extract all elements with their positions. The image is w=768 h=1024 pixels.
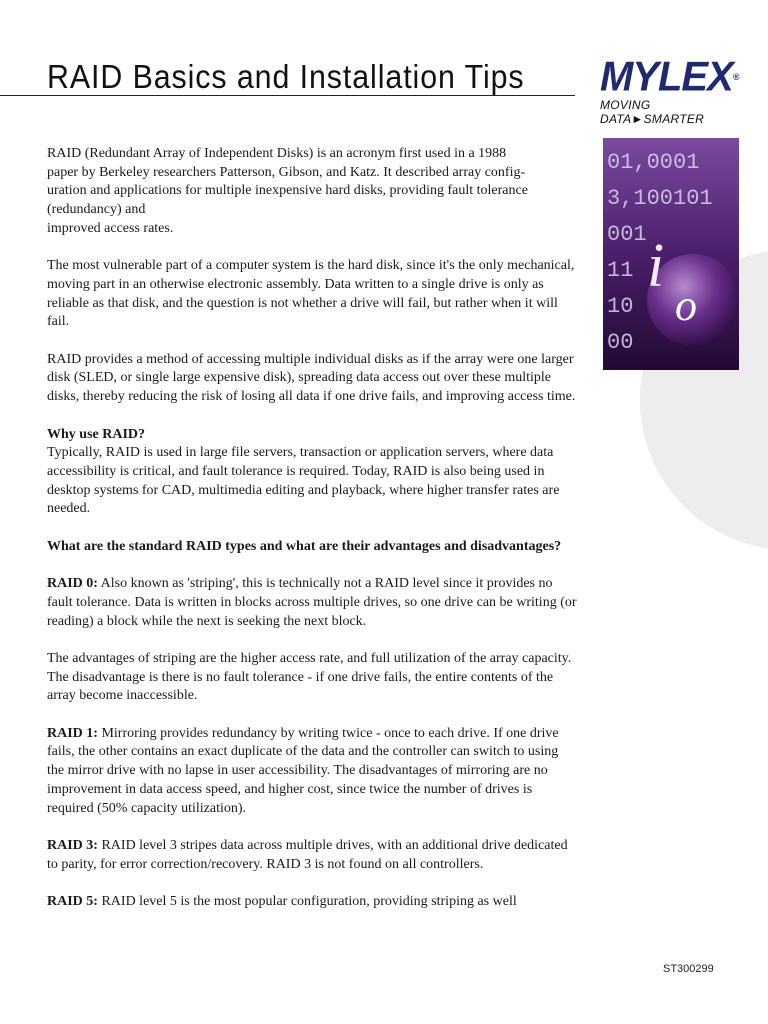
article-body — [47, 145, 577, 930]
raid0-paragraph — [47, 575, 577, 631]
intro-paragraph-3: RAID provides a method of accessing multiple individual disks as if the array were one larger disk (SLED, or single large expensive disk), spreading data access out over these multiple disks, thereby reducing the risk of losing all data if one drive fails, and improving access time. — [47, 351, 576, 405]
raid1-paragraph — [47, 725, 577, 819]
intro-line: improved access rates. — [47, 220, 174, 236]
binary-row: 11 — [607, 258, 634, 283]
raid3-text: RAID level 3 stripes data across multiple drives, with an additional drive dedicated to parity, for error correction/recovery. RAID 3 is not found on all controllers. — [47, 837, 568, 872]
types-heading: What are the standard RAID types and what are their advantages and disadvantages? — [47, 538, 562, 554]
logo-tagline: MOVING DATA►SMARTER — [600, 98, 705, 126]
mylex-logo — [600, 53, 745, 126]
document-id: ST300299 — [663, 963, 714, 975]
logo-brand-text: MYLEX — [600, 53, 733, 101]
binary-row: 00 — [607, 330, 634, 355]
raid0-text: Also known as 'striping', this is technically not a RAID level since it provides no fault tolerance. Data is written in blocks across multiple drives, so one drive can be writing (or reading) a block while the next is seeking the next block. — [47, 576, 577, 629]
intro-paragraph-2: The most vulnerable part of a computer system is the hard disk, since it's the only mechanical, moving part in an otherwise electronic assembly. Data written to a single drive is only as reliable as that disk, and the question is not whether a drive will fail, but rather when it will fail. — [47, 258, 575, 330]
raid5-label: RAID 5: — [47, 893, 98, 909]
raid5-paragraph — [47, 893, 577, 912]
raid1-label: RAID 1: — [47, 725, 98, 741]
intro-paragraph-1 — [47, 145, 577, 239]
binary-row: 10 — [607, 294, 634, 319]
intro-line: uration and applications for multiple inexpensive hard disks, providing fault tolerance — [47, 183, 528, 199]
raid0-label: RAID 0: — [47, 576, 98, 592]
raid3-label: RAID 3: — [47, 837, 98, 853]
raid5-text: RAID level 5 is the most popular configuration, providing striping as well — [97, 893, 517, 909]
raid1-text: Mirroring provides redundancy by writing twice - once to each drive. If one drive fails, the other contains an exact duplicate of the data and the controller can switch to using the mirror drive with no lapse in user accessibility. The disadvantages of mirroring are no improvement in data access speed, and higher cost, since twice the number of drives is required (50% capacity utilization). — [47, 725, 559, 816]
io-binary-graphic — [603, 138, 739, 370]
intro-line: paper by Berkeley researchers Patterson, Gibson, and Katz. It described array config- — [47, 164, 526, 180]
letter-i: i — [647, 232, 665, 300]
logo-wordmark — [600, 53, 745, 101]
binary-row: 001 — [607, 222, 647, 247]
binary-row: 01,0001 — [607, 150, 700, 175]
registered-mark: ® — [732, 71, 739, 83]
letter-o: o — [675, 281, 697, 330]
why-section — [47, 426, 577, 520]
why-heading: Why use RAID? — [47, 426, 146, 442]
raid0-followup: The advantages of striping are the higher access rate, and full utilization of the array capacity. The disadvantage is there is no fault tolerance - if one drive fails, the entire contents of the array become inaccessible. — [47, 650, 572, 704]
binary-row: 3,100101 — [607, 186, 713, 211]
intro-line: (redundancy) and — [47, 202, 146, 218]
title-divider — [0, 95, 575, 96]
why-text: Typically, RAID is used in large file servers, transaction or application servers, where data accessibility is critical, and fault tolerance is required. Today, RAID is also being used in desktop systems for CAD, multimedia editing and playback, where higher transfer rates are needed. — [47, 445, 560, 517]
page-title: RAID Basics and Installation Tips — [47, 58, 525, 95]
intro-line: RAID (Redundant Array of Independent Disks) is an acronym first used in a 1988 — [47, 146, 507, 161]
raid3-paragraph — [47, 837, 577, 874]
